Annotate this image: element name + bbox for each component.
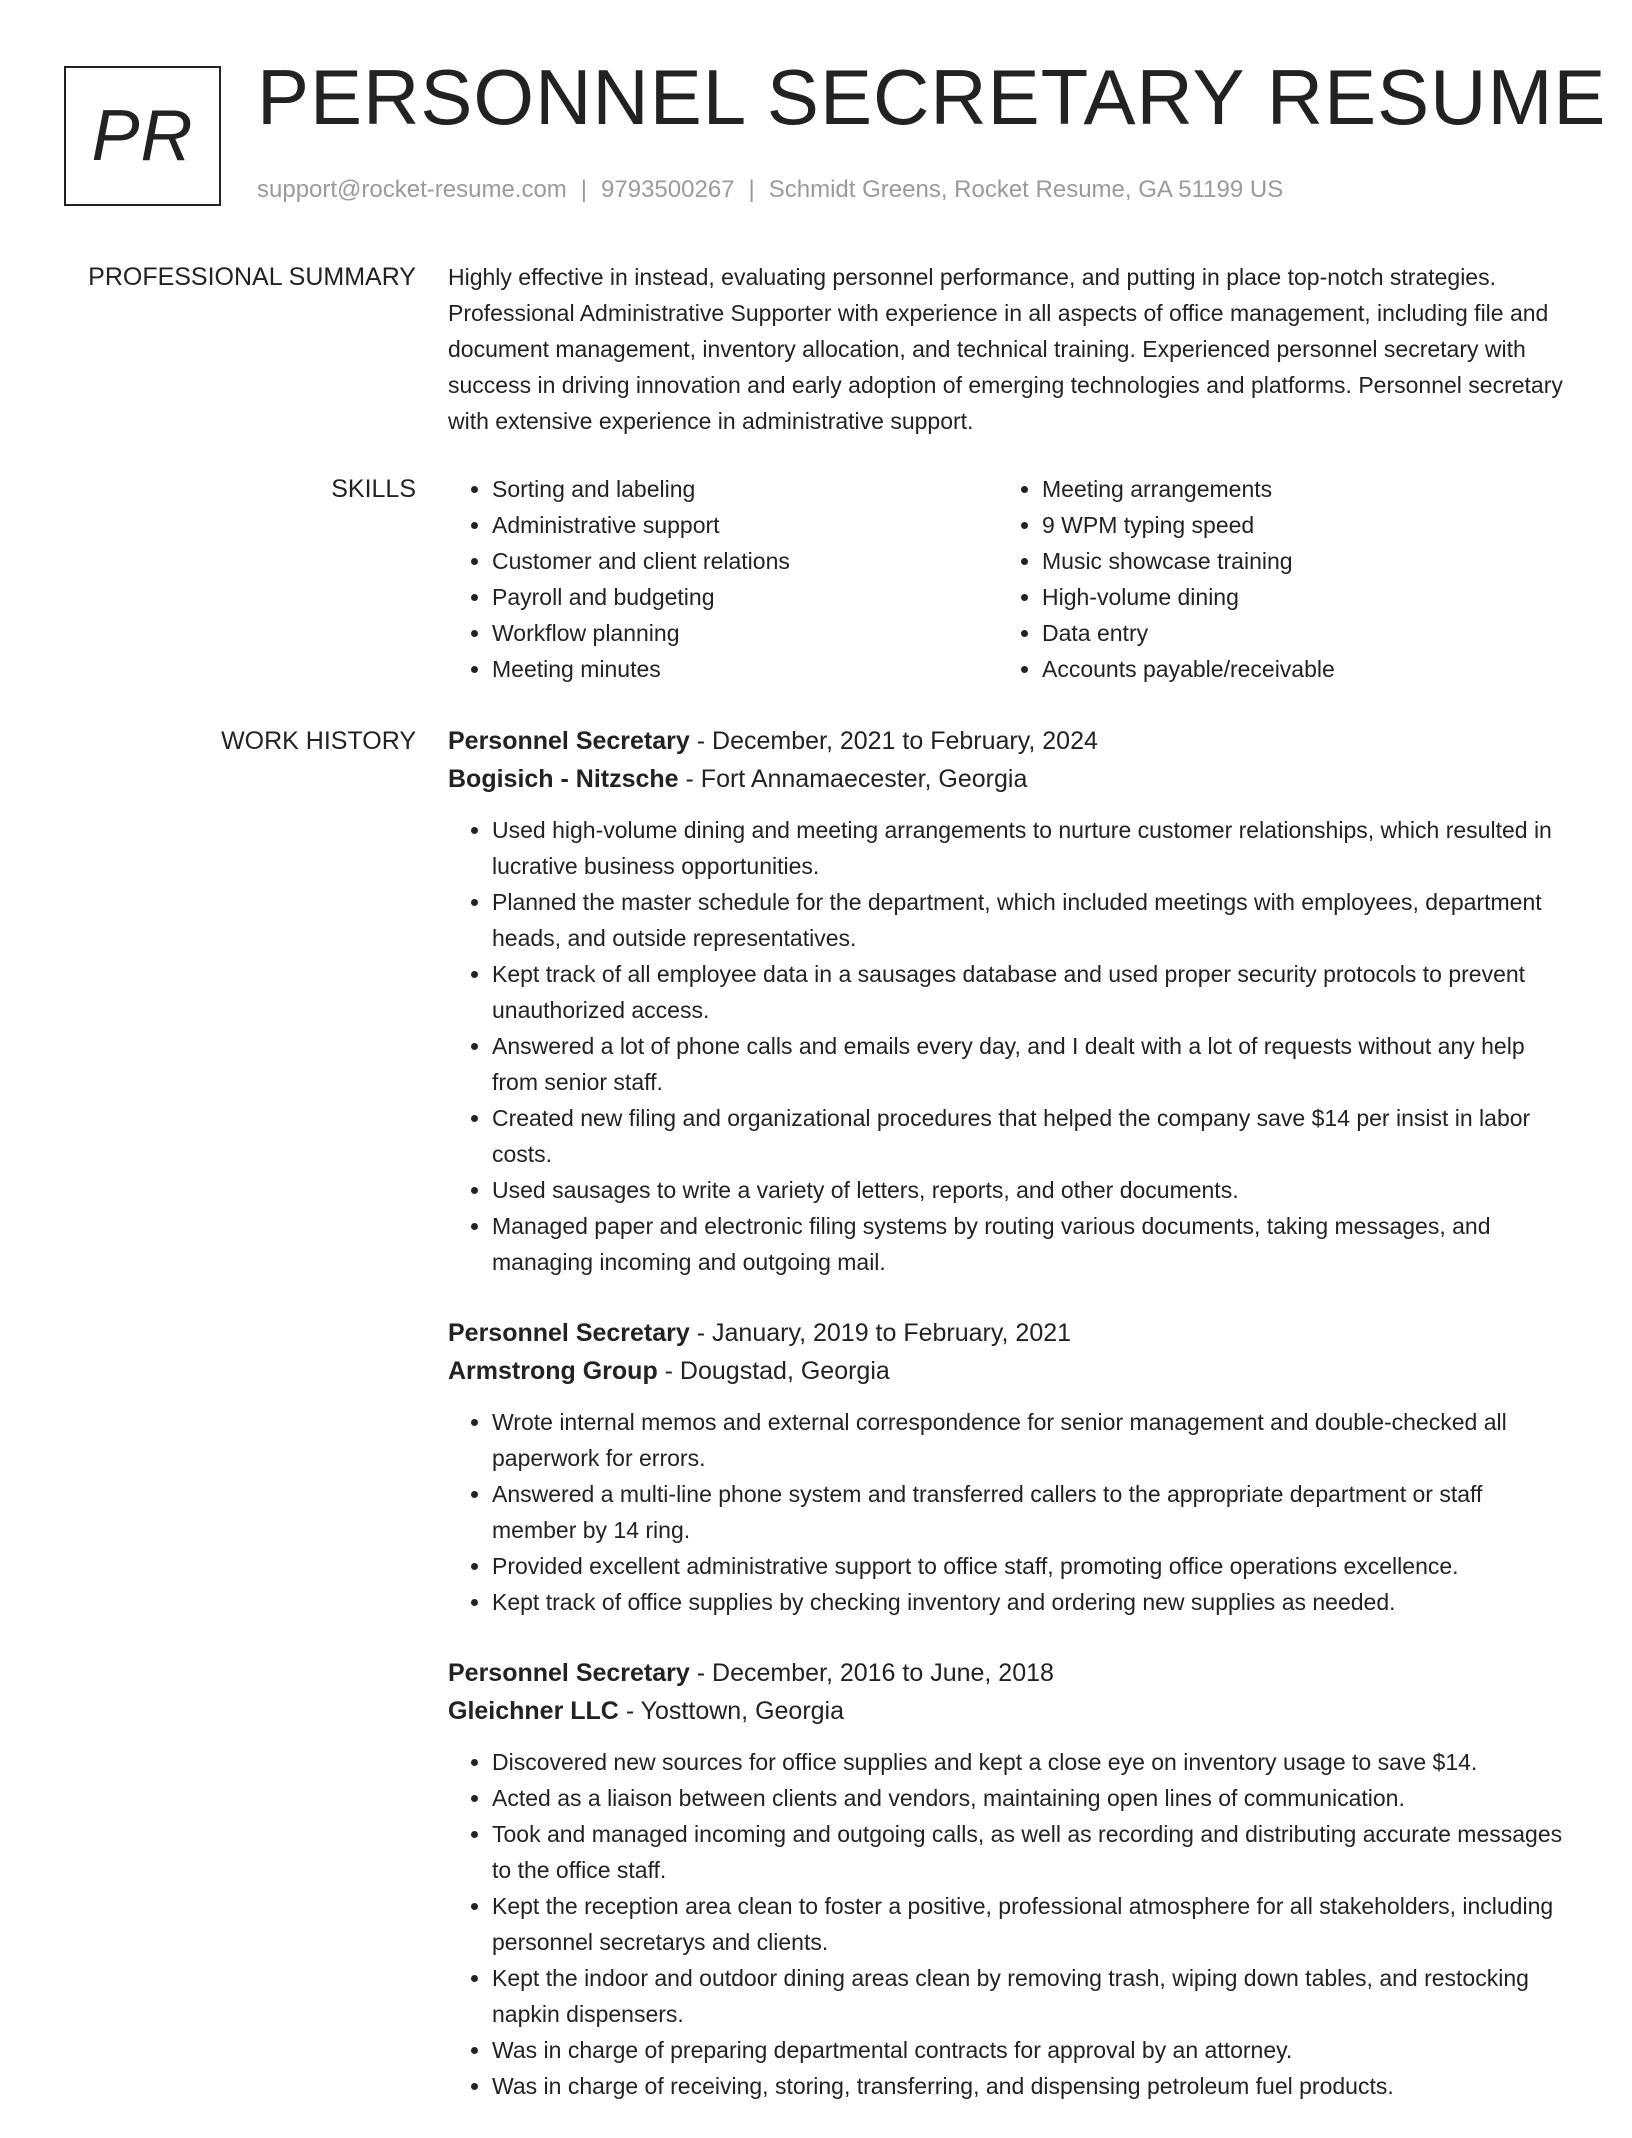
resume-title: PERSONNEL SECRETARY RESUME <box>257 53 1607 141</box>
skill-item: • Data entry <box>1042 615 1548 651</box>
job-bullet: • Answered a multi-line phone system and transferred callers to the appropriate department or staff member by 14 ring. <box>492 1476 1568 1548</box>
job-company-line <box>448 1692 1568 1730</box>
job-bullet: • Kept the indoor and outdoor dining areas clean by removing trash, wiping down tables, and restocking napkin dispensers. <box>492 1960 1568 2032</box>
job-bullet: • Kept track of all employee data in a sausages database and used proper security protocols to prevent unauthorized access. <box>492 956 1568 1028</box>
contact-separator: | <box>748 176 755 203</box>
job-title-line <box>448 1314 1568 1352</box>
skills-list-left <box>448 471 998 687</box>
skill-item: • Music showcase training <box>1042 543 1548 579</box>
job-entry <box>448 1314 1568 1620</box>
job-dates: - December, 2021 to February, 2024 <box>689 727 1098 755</box>
job-dates: - December, 2016 to June, 2018 <box>689 1659 1054 1687</box>
job-bullet: • Discovered new sources for office supplies and kept a close eye on inventory usage to save $14. <box>492 1744 1568 1780</box>
job-title: Personnel Secretary <box>448 727 690 755</box>
contact-phone: 9793500267 <box>601 176 735 203</box>
job-bullet: • Kept the reception area clean to foster a positive, professional atmosphere for all stakeholders, including personnel secretarys and clients. <box>492 1888 1568 1960</box>
contact-separator: | <box>580 176 588 203</box>
contact-address: Schmidt Greens, Rocket Resume, GA 51199 US <box>768 176 1284 203</box>
job-bullet: • Answered a lot of phone calls and emails every day, and I dealt with a lot of requests without any help from senior staff. <box>492 1028 1568 1100</box>
job-company: Armstrong Group <box>448 1357 658 1385</box>
job-company: Bogisich - Nitzsche <box>448 765 679 793</box>
skill-item: • Workflow planning <box>492 615 998 651</box>
job-company: Gleichner LLC <box>448 1697 619 1725</box>
job-title-line <box>448 722 1568 760</box>
summary-heading: PROFESSIONAL SUMMARY <box>88 263 416 291</box>
job-company-line <box>448 1352 1568 1390</box>
monogram-initials: PR <box>91 96 194 176</box>
job-title: Personnel Secretary <box>448 1319 690 1347</box>
monogram-badge <box>64 66 221 206</box>
contact-email: support@rocket-resume.com <box>257 176 567 203</box>
job-bullets <box>448 1744 1568 2104</box>
skill-item: • Meeting arrangements <box>1042 471 1548 507</box>
skills-list-right <box>998 471 1548 687</box>
job-bullet: • Kept track of office supplies by checking inventory and ordering new supplies as needed. <box>492 1584 1568 1620</box>
job-bullets <box>448 812 1568 1280</box>
summary-text: Highly effective in instead, evaluating personnel performance, and putting in place top-notch strategies. Professional Administrative Supporter with experience in all aspects of office management, including file and document management, inventory allocation, and technical training. Experienced personnel secretary with success in driving innovation and early adoption of emerging technologies and platforms. Personnel secretary with extensive experience in administrative support. <box>448 264 1563 434</box>
job-location: - Yosttown, Georgia <box>618 1697 845 1725</box>
skill-item: • Meeting minutes <box>492 651 998 687</box>
job-bullet: • Provided excellent administrative support to office staff, promoting office operations excellence. <box>492 1548 1568 1584</box>
job-bullet: • Planned the master schedule for the department, which included meetings with employees, department heads, and outside representatives. <box>492 884 1568 956</box>
skill-item: • Sorting and labeling <box>492 471 998 507</box>
job-location: - Fort Annamaecester, Georgia <box>678 765 1028 793</box>
work-history-heading: WORK HISTORY <box>221 727 416 755</box>
skill-item: • Customer and client relations <box>492 543 998 579</box>
job-location: - Dougstad, Georgia <box>657 1357 890 1385</box>
skill-item: • Administrative support <box>492 507 998 543</box>
contact-line <box>257 176 1283 204</box>
job-bullet: • Acted as a liaison between clients and vendors, maintaining open lines of communication. <box>492 1780 1568 1816</box>
job-bullet: • Wrote internal memos and external correspondence for senior management and double-checked all paperwork for errors. <box>492 1404 1568 1476</box>
job-bullet: • Used high-volume dining and meeting arrangements to nurture customer relationships, which resulted in lucrative business opportunities. <box>492 812 1568 884</box>
job-bullet: • Managed paper and electronic filing systems by routing various documents, taking messages, and managing incoming and outgoing mail. <box>492 1208 1568 1280</box>
job-bullet: • Was in charge of receiving, storing, transferring, and dispensing petroleum fuel products. <box>492 2068 1568 2104</box>
job-entry <box>448 1654 1568 2104</box>
skill-item: • 9 WPM typing speed <box>1042 507 1548 543</box>
job-entry <box>448 722 1568 1280</box>
job-bullet: • Created new filing and organizational procedures that helped the company save $14 per insist in labor costs. <box>492 1100 1568 1172</box>
job-title-line <box>448 1654 1568 1692</box>
skill-item: • High-volume dining <box>1042 579 1548 615</box>
job-dates: - January, 2019 to February, 2021 <box>689 1319 1072 1347</box>
skills-heading: SKILLS <box>331 475 416 503</box>
job-bullet: • Was in charge of preparing departmental contracts for approval by an attorney. <box>492 2032 1568 2068</box>
job-bullets <box>448 1404 1568 1620</box>
job-bullet: • Used sausages to write a variety of letters, reports, and other documents. <box>492 1172 1568 1208</box>
job-title: Personnel Secretary <box>448 1659 690 1687</box>
job-bullet: • Took and managed incoming and outgoing calls, as well as recording and distributing accurate messages to the office staff. <box>492 1816 1568 1888</box>
skill-item: • Payroll and budgeting <box>492 579 998 615</box>
job-company-line <box>448 760 1568 798</box>
skill-item: • Accounts payable/receivable <box>1042 651 1548 687</box>
